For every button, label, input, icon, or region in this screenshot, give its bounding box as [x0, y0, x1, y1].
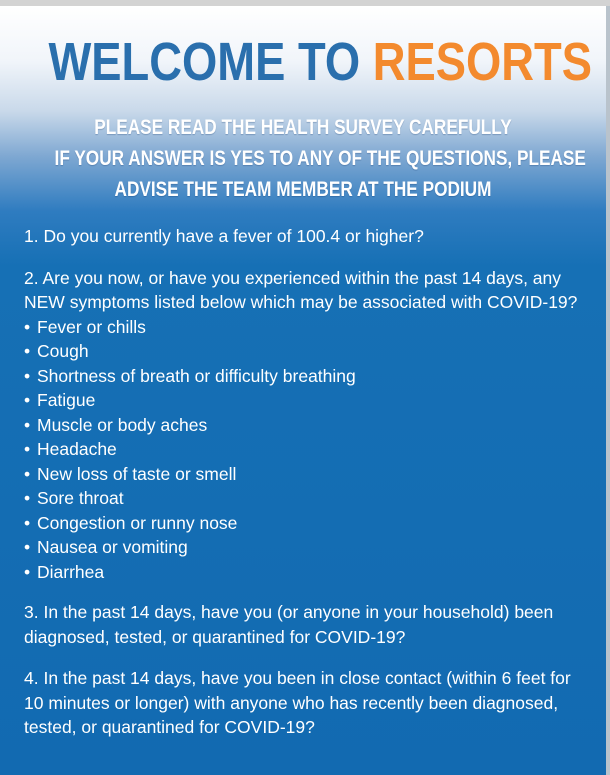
symptom-label: New loss of taste or smell	[37, 463, 237, 484]
bullet-icon: •	[24, 341, 31, 361]
bullet-icon: •	[24, 561, 31, 582]
symptom-label: Fever or chills	[37, 316, 146, 337]
survey-instructions	[0, 112, 606, 205]
bullet-icon: •	[24, 316, 31, 337]
symptom-item	[24, 462, 594, 487]
symptom-label: Diarrhea	[37, 561, 105, 582]
bullet-icon: •	[24, 463, 31, 484]
bullet-icon: •	[24, 390, 31, 410]
survey-questions	[24, 224, 594, 740]
symptom-item	[24, 315, 594, 340]
symptom-item	[24, 364, 594, 389]
symptom-item	[24, 535, 594, 560]
welcome-text: WELCOME TO	[48, 32, 361, 92]
question-3: 3. In the past 14 days, have you (or anyone in your household) been diagnosed, tested, or quarantined for COVID-19?	[24, 602, 554, 647]
symptom-label: Congestion or runny nose	[37, 512, 238, 533]
symptom-item	[24, 339, 594, 364]
symptom-item	[24, 437, 594, 462]
resorts-text: RESORTS	[372, 32, 593, 92]
question-4: 4. In the past 14 days, have you been in close contact (within 6 feet for 10 minutes or longer) with anyone who has recently been diagnosed, tested, or quarantined for COVID-19?	[24, 668, 571, 737]
symptom-item	[24, 511, 594, 536]
symptom-item	[24, 388, 594, 413]
question-2: 2. Are you now, or have you experienced within the past 14 days, any NEW symptoms listed below which may be associated with COVID-19?	[24, 267, 578, 312]
bullet-icon: •	[24, 512, 31, 533]
bullet-icon: •	[24, 365, 31, 386]
bullet-icon: •	[24, 414, 31, 435]
bullet-icon: •	[24, 439, 31, 459]
symptom-list	[24, 315, 594, 585]
symptom-item	[24, 486, 594, 511]
welcome-headline	[48, 30, 593, 94]
symptom-label: Shortness of breath or difficulty breathing	[37, 365, 356, 386]
instruction-line: IF YOUR ANSWER IS YES TO ANY OF THE QUESTIONS, PLEASE	[54, 147, 586, 170]
symptom-item	[24, 560, 594, 585]
symptom-label: Muscle or body aches	[37, 414, 208, 435]
bullet-icon: •	[24, 537, 31, 557]
question-1: 1. Do you currently have a fever of 100.4 or higher?	[24, 226, 424, 246]
instruction-line: ADVISE THE TEAM MEMBER AT THE PODIUM	[114, 178, 492, 201]
instruction-line: PLEASE READ THE HEALTH SURVEY CAREFULLY	[94, 116, 512, 139]
symptom-label: Cough	[37, 341, 89, 361]
bullet-icon: •	[24, 488, 31, 508]
health-survey-poster	[0, 6, 610, 775]
symptom-label: Headache	[37, 439, 117, 459]
symptom-label: Sore throat	[37, 488, 124, 508]
symptom-item	[24, 413, 594, 438]
symptom-label: Fatigue	[37, 390, 96, 410]
symptom-label: Nausea or vomiting	[37, 537, 188, 557]
